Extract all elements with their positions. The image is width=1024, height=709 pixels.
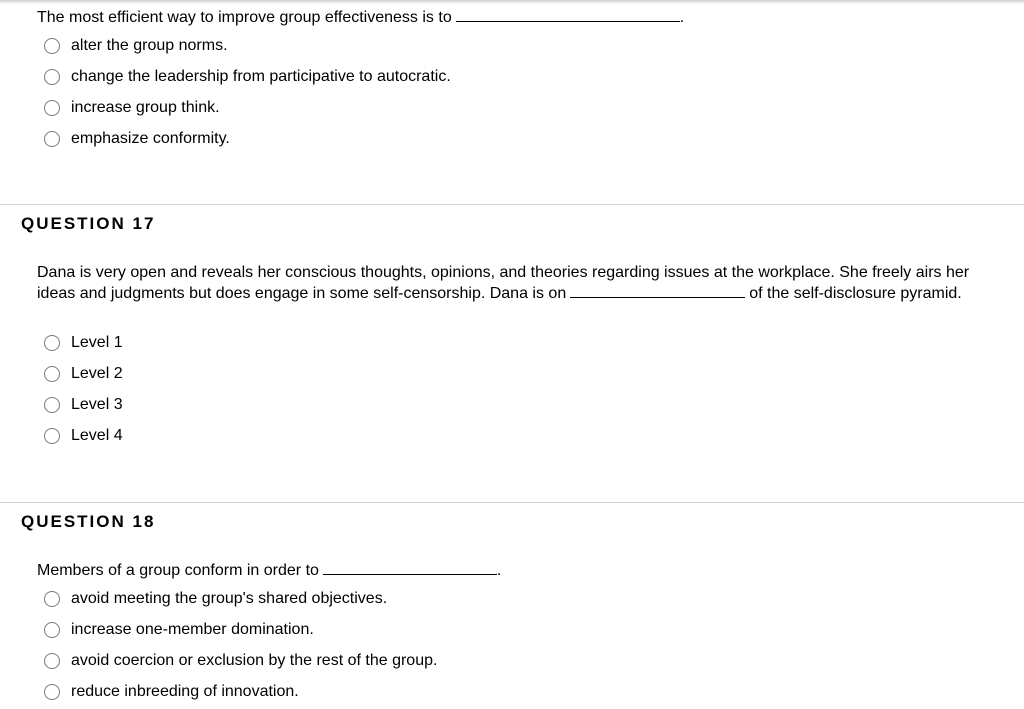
question-16-choices <box>44 31 451 154</box>
radio-button[interactable] <box>44 38 60 54</box>
section-divider <box>0 502 1024 503</box>
question-18-prompt-end: . <box>496 562 502 579</box>
choice-label: Level 1 <box>71 334 123 352</box>
choice-label: Level 3 <box>71 395 123 413</box>
radio-button[interactable] <box>44 428 60 444</box>
answer-blank <box>570 283 745 298</box>
radio-button[interactable] <box>44 591 60 607</box>
choice-label: avoid coercion or exclusion by the rest of the group. <box>71 651 438 669</box>
radio-button[interactable] <box>44 366 60 382</box>
question-17-header: QUESTION 17 <box>21 214 156 233</box>
question-17-prompt-end: of the self-disclosure pyramid. <box>749 285 962 302</box>
question-18-choice-3[interactable] <box>44 646 437 677</box>
question-16-choice-4[interactable] <box>44 123 451 154</box>
choice-label: emphasize conformity. <box>71 129 230 147</box>
choice-label: increase group think. <box>71 98 220 116</box>
question-17-choice-2[interactable] <box>44 359 123 390</box>
choice-label: avoid meeting the group's shared objectives. <box>71 590 388 608</box>
question-18-header: QUESTION 18 <box>21 512 156 531</box>
top-edge-shadow <box>0 0 1024 4</box>
answer-blank <box>456 7 680 22</box>
question-16-prompt-text: The most efficient way to improve group effectiveness is to <box>37 9 452 26</box>
question-17-prompt <box>37 262 1002 304</box>
question-18-prompt-text: Members of a group conform in order to <box>37 562 319 579</box>
section-divider <box>0 204 1024 205</box>
radio-button[interactable] <box>44 653 60 669</box>
choice-label: Level 4 <box>71 426 123 444</box>
question-18-choice-4[interactable] <box>44 676 437 707</box>
radio-button[interactable] <box>44 622 60 638</box>
question-16-prompt-end: . <box>679 9 685 26</box>
choice-label: change the leadership from participative to autocratic. <box>71 68 451 86</box>
question-16-prompt <box>37 7 1002 28</box>
choice-label: alter the group norms. <box>71 37 228 55</box>
question-17-choices <box>44 328 123 451</box>
choice-label: Level 2 <box>71 365 123 383</box>
question-18-choice-1[interactable] <box>44 584 437 615</box>
question-16-choice-1[interactable] <box>44 31 451 62</box>
radio-button[interactable] <box>44 397 60 413</box>
question-16-choice-3[interactable] <box>44 93 451 124</box>
question-18-choices <box>44 584 437 707</box>
radio-button[interactable] <box>44 335 60 351</box>
radio-button[interactable] <box>44 100 60 116</box>
question-17-choice-1[interactable] <box>44 328 123 359</box>
choice-label: increase one-member domination. <box>71 621 314 639</box>
choice-label: reduce inbreeding of innovation. <box>71 682 299 700</box>
question-17-choice-4[interactable] <box>44 420 123 451</box>
question-17-prompt-text: Dana is very open and reveals her conscious thoughts, opinions, and theories regarding issues at the workplace. She freely airs her ideas and judgments but does engage in some self-censorship. Dana is on <box>37 264 970 302</box>
question-18-choice-2[interactable] <box>44 615 437 646</box>
question-16-choice-2[interactable] <box>44 62 451 93</box>
question-18-prompt <box>37 560 1002 581</box>
radio-button[interactable] <box>44 69 60 85</box>
radio-button[interactable] <box>44 131 60 147</box>
question-17-choice-3[interactable] <box>44 390 123 421</box>
radio-button[interactable] <box>44 684 60 700</box>
answer-blank <box>323 560 497 575</box>
